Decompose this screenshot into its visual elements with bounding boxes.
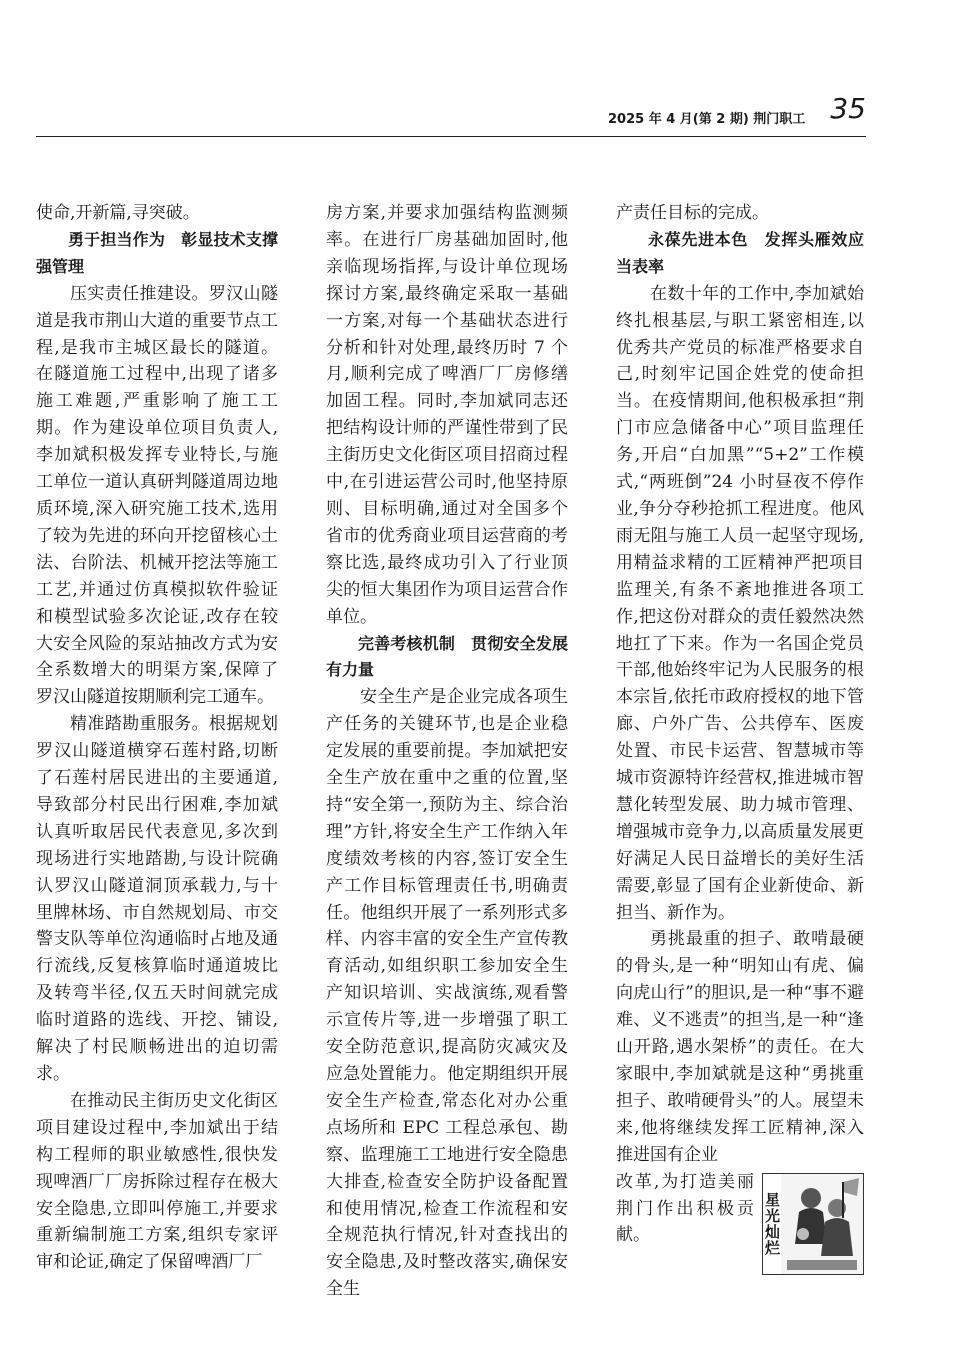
paragraph: 产责任目标的完成。 xyxy=(616,203,769,223)
column-2 xyxy=(326,200,568,1303)
paragraph: 压实责任推建设。罗汉山隧道是我市荆山大道的重要节点工程,是我市主城区最长的隧道。在隧道施工过程中,出现了诸多施工难题,严重影响了施工工期。作为建设单位项目负责人,李加斌积极发挥专业特长,与施工单位一道认真研判隧道周边地质环境,深入研究施工技术,选用了较为先进的环向开挖留核心土法、台阶法、机械开挖法等施工工艺,并通过仿真模拟软件验证和模型试验多次论证,改存在较大安全风险的泵站抽改方式为安全系数增大的明渠方案,保障了罗汉山隧道按期顺利完工通车。 xyxy=(36,283,278,708)
column-badge xyxy=(762,1173,864,1275)
issue-info: 2025 年 4 月(第 2 期) 荆门职工 xyxy=(608,112,806,127)
column-3 xyxy=(616,200,864,1275)
paragraph: 安全生产是企业完成各项生产任务的关键环节,也是企业稳定发展的重要前提。李加斌把安全生产放在重中之重的位置,坚持“安全第一,预防为主、综合治理”方针,将安全生产工作纳入年度绩效考核的内容,签订安全生产工作目标管理责任书,明确责任。他组织开展了一系列形式多样、内容丰富的安全生产宣传教育活动,如组织职工参加安全生产知识培训、实战演练,观看警示宣传片等,进一步增强了职工安全防范意识,提高防灾减灾及应急处置能力。他定期组织开展安全生产检查,常态化对办公重点场所和 EPC 工程总承包、勘察、监理施工工地进行安全隐患大排查,检查安全防护设备配置和使用情况,检查工作流程和安全规范执行情况,针对查找出的安全隐患,及时整改落实,确保安全生 xyxy=(326,687,568,1300)
figures-illustration-icon xyxy=(781,1174,863,1274)
badge-label: 星光灿烂 xyxy=(763,1174,781,1274)
page-header xyxy=(606,92,866,132)
paragraph: 房方案,并要求加强结构监测频率。在进行厂房基础加固时,他亲临现场指挥,与设计单位现场探讨方案,最终确定采取一基础一方案,对每一个基础状态进行分析和针对处理,最终历时 7 个月,顺利完成了啤酒厂厂房修缮加固工程。同时,李加斌同志还把结构设计师的严谨性带到了民主街历史文化街区项目招商过程中,在引进运营公司时,他坚持原则、目标明确,通过对全国多个省市的优秀商业项目运营商的考察比选,最终成功引入了行业顶尖的恒大集团作为项目运营合作单位。 xyxy=(326,203,568,627)
paragraph: 在数十年的工作中,李加斌始终扎根基层,与职工紧密相连,以优秀共产党员的标准严格要求自己,时刻牢记国企姓党的使命担当。在疫情期间,他积极承担“荆门市应急储备中心”项目监理任务,开启“白加黑”“5+2”工作模式,“两班倒”24 小时昼夜不停作业,争分夺秒抢抓工程进度。他风雨无阻与施工人员一起坚守现场,用精益求精的工匠精神严把项目监理关,有条不紊地推进各项工作,把这份对群众的责任毅然决然地扛了下来。作为一名国企党员干部,他始终牢记为人民服务的根本宗旨,依托市政府授权的地下管廊、户外广告、公共停车、医废处置、市民卡运营、智慧城市等城市资源特许经营权,推进城市智慧化转型发展、助力城市管理、增强城市竞争力,以高质量发展更好满足人民日益增长的美好生活需要,彰显了国有企业新使命、新担当、新作为。 xyxy=(616,283,864,923)
paragraph: 在推动民主街历史文化街区项目建设过程中,李加斌出于结构工程师的职业敏感性,很快发现啤酒厂厂房拆除过程存在极大安全隐患,立即叫停施工,并要求重新编制施工方案,组织专家评审和论证,确定了保留啤酒厂厂 xyxy=(36,1090,278,1273)
paragraph: 使命,开新篇,寻突破。 xyxy=(36,203,200,223)
column-1 xyxy=(36,200,278,1276)
section-heading: 完善考核机制 贯彻安全发展有力量 xyxy=(326,633,568,680)
paragraph: 精准踏勘重服务。根据规划罗汉山隧道横穿石莲村路,切断了石莲村居民进出的主要通道,导致部分村民出行困难,李加斌认真听取居民代表意见,多次到现场进行实地踏勘,与设计院确认罗汉山隧道洞顶承载力,与十里牌林场、市自然规划局、市交警支队等单位沟通临时占地及通行流线,反复核算临时通道坡比及转弯半径,仅五天时间就完成临时道路的选线、开挖、铺设,解决了村民顺畅进出的迫切需求。 xyxy=(36,714,278,1084)
paragraph: 改革,为打造美丽荆门作出积极贡献。 xyxy=(616,1171,754,1246)
section-heading: 永葆先进本色 发挥头雁效应当表率 xyxy=(616,229,864,276)
page-number: 35 xyxy=(830,92,866,125)
paragraph: 勇挑最重的担子、敢啃最硬的骨头,是一种“明知山有虎、偏向虎山行”的胆识,是一种“事不避难、义不逃责”的担当,是一种“逢山开路,遇水架桥”的责任。在大家眼中,李加斌就是这种“勇挑重担子、敢啃硬骨头”的人。展望未来,他将继续发挥工匠精神,深入推进国有企业 xyxy=(616,929,864,1165)
header-rule xyxy=(36,136,866,137)
section-heading: 勇于担当作为 彰显技术支撑强管理 xyxy=(36,229,278,276)
